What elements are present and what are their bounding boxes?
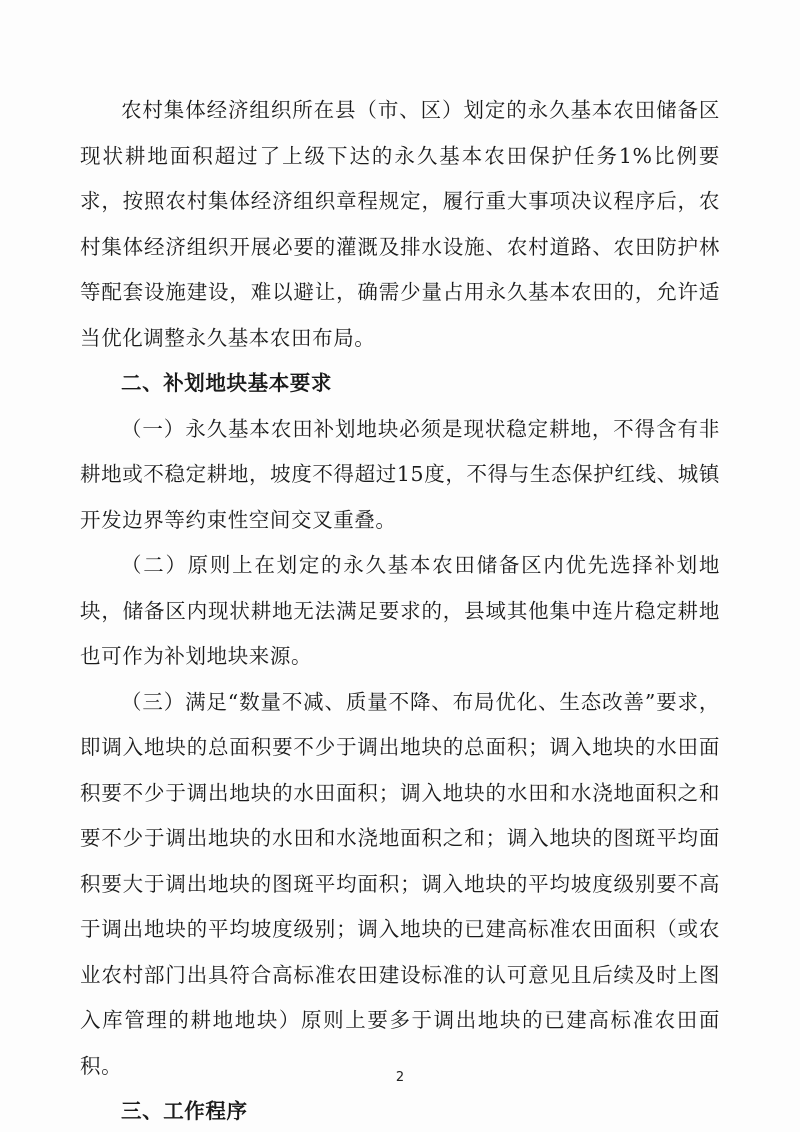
paragraph-intro: 农村集体经济组织所在县（市、区）划定的永久基本农田储备区现状耕地面积超过了上级下达的永久基本农田保护任务1%比例要求，按照农村集体经济组织章程规定，履行重大事项决议程序后，农村集体经济组织开展必要的灌溉及排水设施、农村道路、农田防护林等配套设施建设，难以避让，确需少量占用永久基本农田的，允许适当优化调整永久基本农田布局。: [80, 98, 720, 350]
paragraph-requirement-2: （二）原则上在划定的永久基本农田储备区内优先选择补划地块，储备区内现状耕地无法满足要求的，县域其他集中连片稳定耕地也可作为补划地块来源。: [80, 553, 720, 668]
heading-section-3: 三、工作程序: [121, 1099, 248, 1123]
paragraph-requirement-3: （三）满足“数量不减、质量不降、布局优化、生态改善”要求，即调入地块的总面积要不少于调出地块的总面积；调入地块的水田面积要不少于调出地块的水田面积；调入地块的水田和水浇地面积之和要不少于调出地块的水田和水浇地面积之和；调入地块的图斑平均面积要大于调出地块的图斑平均面积；调入地块的平均坡度级别要不高于调出地块的平均坡度级别；调入地块的已建高标准农田面积（或农业农村部门出具符合高标准农田建设标准的认可意见且后续及时上图入库管理的耕地地块）原则上要多于调出地块的已建高标准农田面积。: [80, 689, 720, 1078]
document-body: [80, 88, 720, 1135]
paragraph-requirement-1: （一）永久基本农田补划地块必须是现状稳定耕地，不得含有非耕地或不稳定耕地，坡度不得超过15度，不得与生态保护红线、城镇开发边界等约束性空间交叉重叠。: [80, 416, 720, 532]
page-number: 2: [395, 1070, 405, 1085]
heading-section-2: 二、补划地块基本要求: [121, 371, 332, 395]
